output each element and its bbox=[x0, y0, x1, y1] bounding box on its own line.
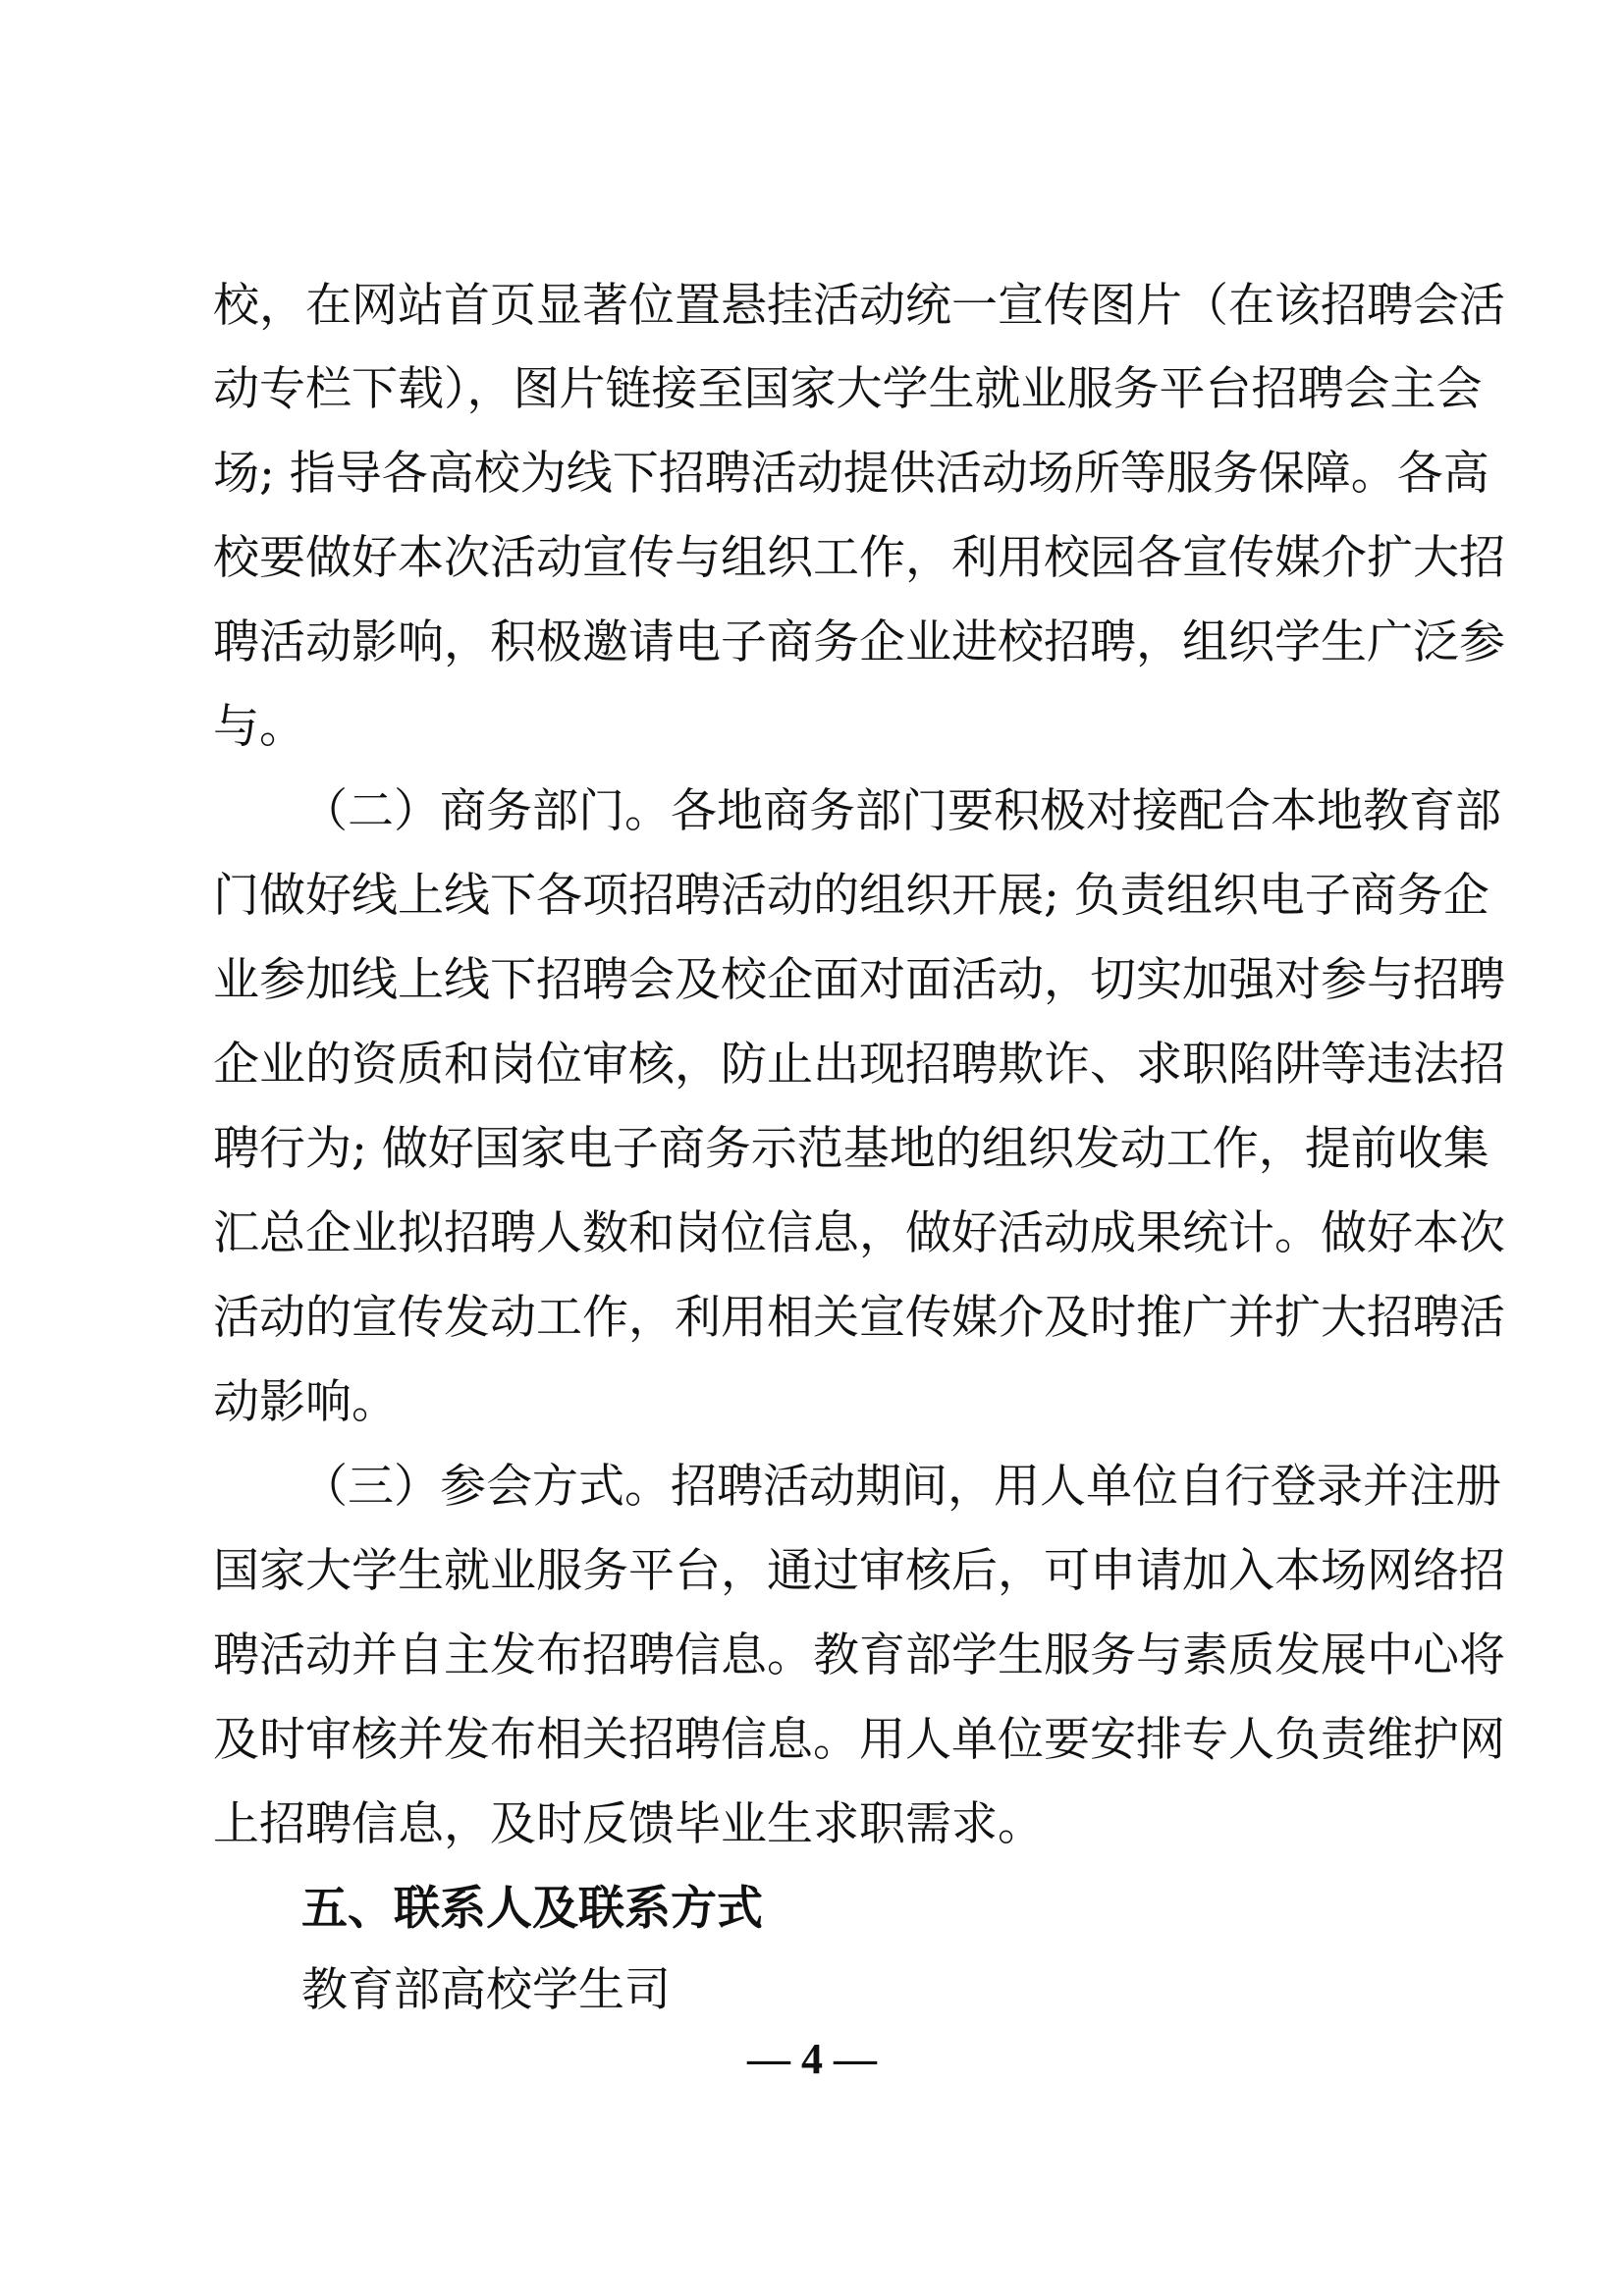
paragraph-line: 场; 指导各高校为线下招聘活动提供活动场所等服务保障。各高 bbox=[213, 447, 1489, 501]
section-heading: 五、联系人及联系方式 bbox=[301, 1882, 763, 1936]
paragraph-line: 上招聘信息，及时反馈毕业生求职需求。 bbox=[213, 1797, 1044, 1851]
paragraph-line: 国家大学生就业服务平台，通过审核后，可申请加入本场网络招 bbox=[213, 1544, 1505, 1598]
paragraph-line: 聘活动影响，积极邀请电子商务企业进校招聘，组织学生广泛参 bbox=[213, 615, 1505, 669]
paragraph-line: 聘行为; 做好国家电子商务示范基地的组织发动工作，提前收集 bbox=[213, 1122, 1489, 1176]
paragraph-line: 汇总企业拟招聘人数和岗位信息，做好活动成果统计。做好本次 bbox=[213, 1206, 1505, 1260]
paragraph-line: 与。 bbox=[213, 700, 305, 754]
paragraph-line: 企业的资质和岗位审核，防止出现招聘欺诈、求职陷阱等违法招 bbox=[213, 1038, 1505, 1092]
paragraph-line: 聘活动并自主发布招聘信息。教育部学生服务与素质发展中心将 bbox=[213, 1629, 1505, 1682]
page-number: — 4 — bbox=[747, 2035, 877, 2083]
paragraph-line: 动专栏下载），图片链接至国家大学生就业服务平台招聘会主会 bbox=[213, 362, 1483, 416]
paragraph-line: （三）参会方式。招聘活动期间，用人单位自行登录并注册 bbox=[301, 1460, 1501, 1514]
paragraph-line: 动影响。 bbox=[213, 1375, 398, 1429]
paragraph-line: 门做好线上线下各项招聘活动的组织开展; 负责组织电子商务企 bbox=[213, 869, 1489, 923]
paragraph-line: （二）商务部门。各地商务部门要积极对接配合本地教育部 bbox=[301, 784, 1501, 838]
paragraph-line: 及时审核并发布相关招聘信息。用人单位要安排专人负责维护网 bbox=[213, 1713, 1505, 1767]
paragraph-line: 校要做好本次活动宣传与组织工作，利用校园各宣传媒介扩大招 bbox=[213, 531, 1505, 585]
paragraph-line: 业参加线上线下招聘会及校企面对面活动，切实加强对参与招聘 bbox=[213, 953, 1505, 1007]
paragraph-line: 校，在网站首页显著位置悬挂活动统一宣传图片（在该招聘会活 bbox=[213, 279, 1505, 333]
paragraph-line: 活动的宣传发动工作，利用相关宣传媒介及时推广并扩大招聘活 bbox=[213, 1291, 1505, 1345]
contact-organization: 教育部高校学生司 bbox=[301, 1963, 671, 2017]
